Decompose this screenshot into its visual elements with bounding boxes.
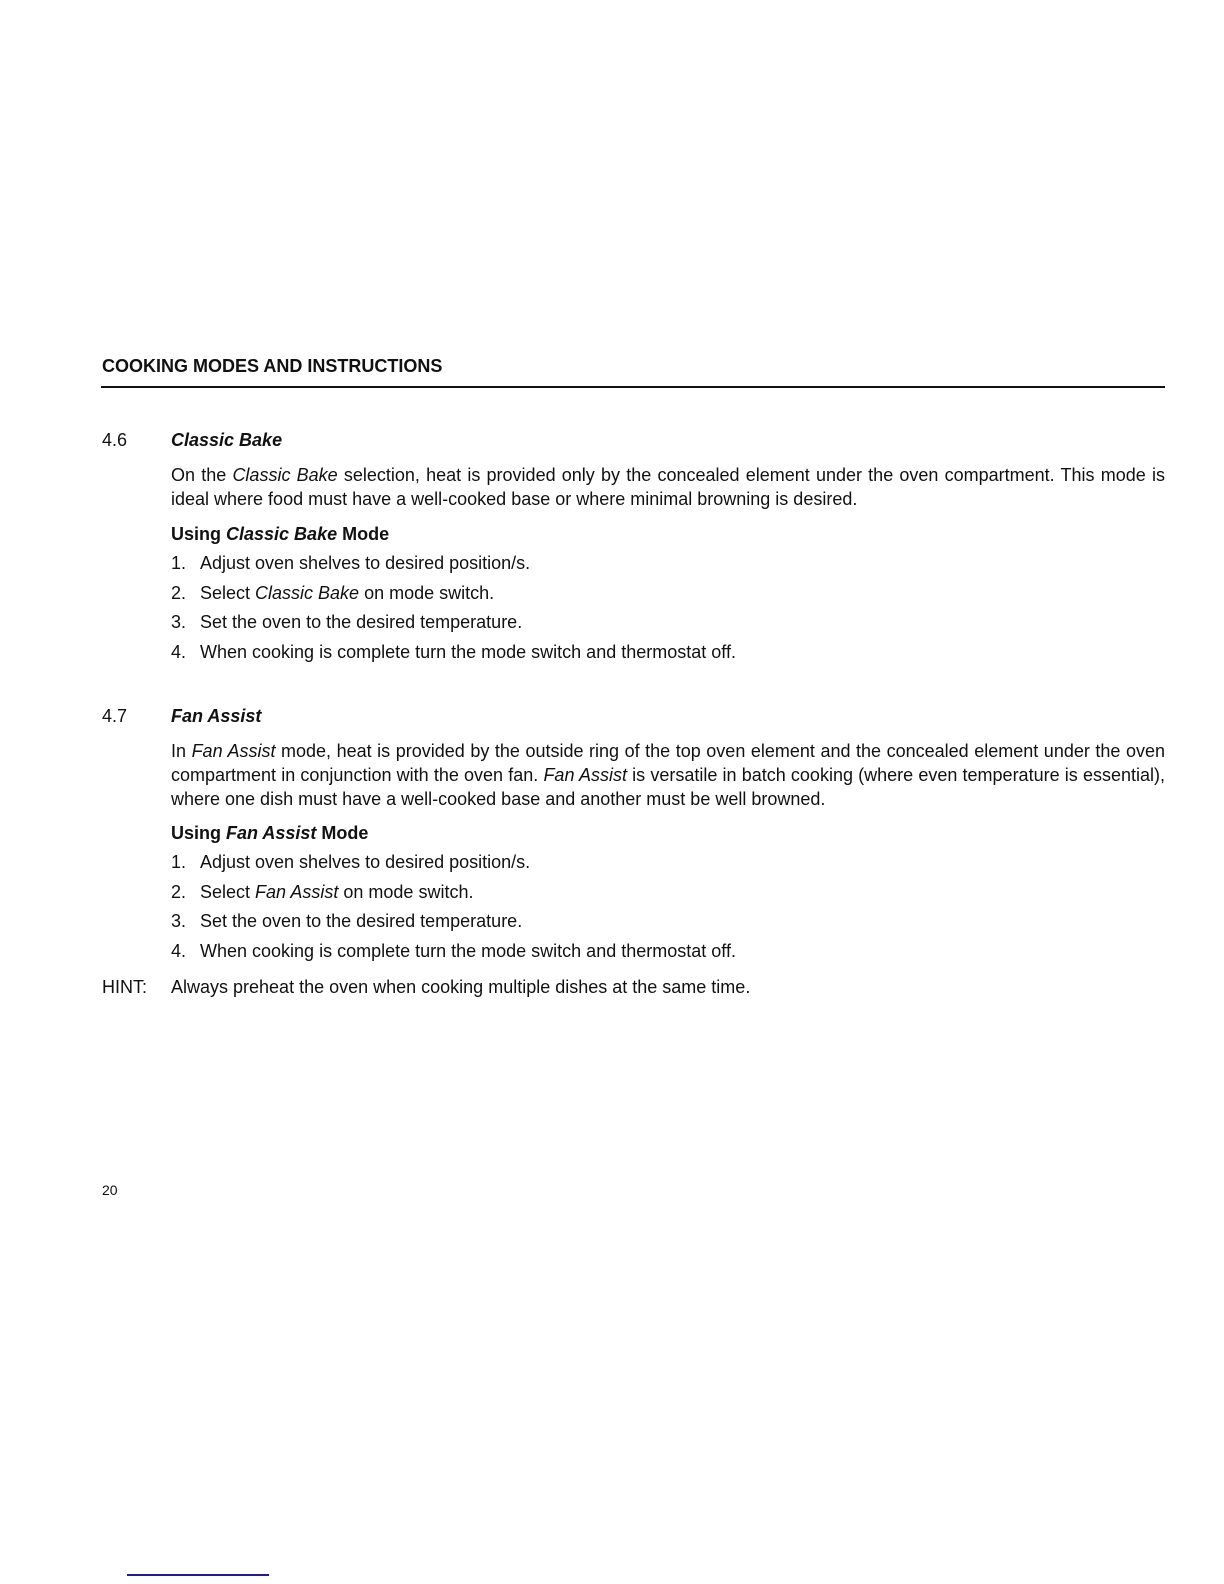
step-number: 2. bbox=[171, 881, 187, 902]
text: is versatile in batch cooking (where even temperature is essential), where one dish must have a well-cooked base and another must be well browned. bbox=[171, 765, 1165, 809]
text: selection, heat is provided only by the concealed element under the oven compartment. This mode is ideal where food must have a well-cooked base or where minimal browning is desired. bbox=[171, 465, 1165, 509]
text-emphasis: Fan Assist bbox=[255, 881, 339, 902]
step-text: Select bbox=[200, 881, 256, 902]
step-text: Set the oven to the desired temperature. bbox=[200, 612, 523, 632]
step-number: 1. bbox=[171, 852, 187, 872]
text: mode, heat is provided by the outside ring of the top oven element and the concealed element under the oven compartment in conjunction with the oven fan. bbox=[171, 741, 1165, 785]
hint-text: Always preheat the oven when cooking multiple dishes at the same time. bbox=[171, 977, 751, 997]
text: Mode bbox=[337, 524, 390, 544]
text-emphasis: Classic Bake bbox=[232, 465, 338, 485]
step-number: 1. bbox=[171, 553, 187, 573]
step-text: When cooking is complete turn the mode switch and thermostat off. bbox=[200, 940, 736, 961]
text-emphasis: Classic Bake bbox=[226, 524, 338, 544]
step-number: 3. bbox=[171, 612, 187, 632]
list-item bbox=[171, 850, 736, 880]
step-text: Adjust oven shelves to desired position/s. bbox=[200, 553, 531, 573]
list-item bbox=[171, 939, 736, 969]
text: Mode bbox=[316, 823, 369, 843]
text-emphasis: Classic Bake bbox=[255, 582, 360, 603]
section-title: Classic Bake bbox=[171, 430, 283, 450]
text: Using bbox=[171, 524, 227, 544]
step-number: 4. bbox=[171, 940, 187, 961]
text-emphasis: Fan Assist bbox=[543, 765, 627, 785]
section-number: 4.7 bbox=[102, 706, 128, 726]
step-number: 2. bbox=[171, 582, 187, 603]
page-header: COOKING MODES AND INSTRUCTIONS bbox=[102, 356, 443, 376]
steps-list bbox=[171, 551, 736, 669]
text: Using bbox=[171, 823, 227, 843]
step-number: 4. bbox=[171, 641, 187, 662]
step-number: 3. bbox=[171, 911, 187, 931]
text-emphasis: Fan Assist bbox=[226, 823, 317, 843]
list-item bbox=[171, 880, 736, 910]
hint-label: HINT: bbox=[102, 977, 147, 997]
text-emphasis: Fan Assist bbox=[191, 741, 276, 761]
steps-list bbox=[171, 850, 736, 968]
step-text: Set the oven to the desired temperature. bbox=[200, 911, 523, 931]
step-text: Adjust oven shelves to desired position/s. bbox=[200, 852, 531, 872]
page-number: 20 bbox=[102, 1182, 118, 1198]
list-item bbox=[171, 551, 736, 581]
hint bbox=[102, 977, 750, 998]
subheading bbox=[171, 524, 389, 545]
section-paragraph bbox=[171, 463, 1165, 511]
subheading bbox=[171, 823, 368, 844]
list-item bbox=[171, 640, 736, 670]
footer-rule bbox=[127, 1574, 269, 1576]
section-number: 4.6 bbox=[102, 430, 128, 450]
section-paragraph bbox=[171, 739, 1165, 811]
text: On the bbox=[171, 465, 233, 485]
header-rule bbox=[101, 386, 1165, 388]
step-text: on mode switch. bbox=[338, 881, 474, 902]
list-item bbox=[171, 581, 736, 611]
step-text: When cooking is complete turn the mode switch and thermostat off. bbox=[200, 641, 736, 662]
list-item bbox=[171, 909, 736, 939]
step-text: Select bbox=[200, 582, 256, 603]
list-item bbox=[171, 610, 736, 640]
text: In bbox=[171, 741, 192, 761]
section-title: Fan Assist bbox=[171, 706, 262, 726]
step-text: on mode switch. bbox=[359, 582, 495, 603]
